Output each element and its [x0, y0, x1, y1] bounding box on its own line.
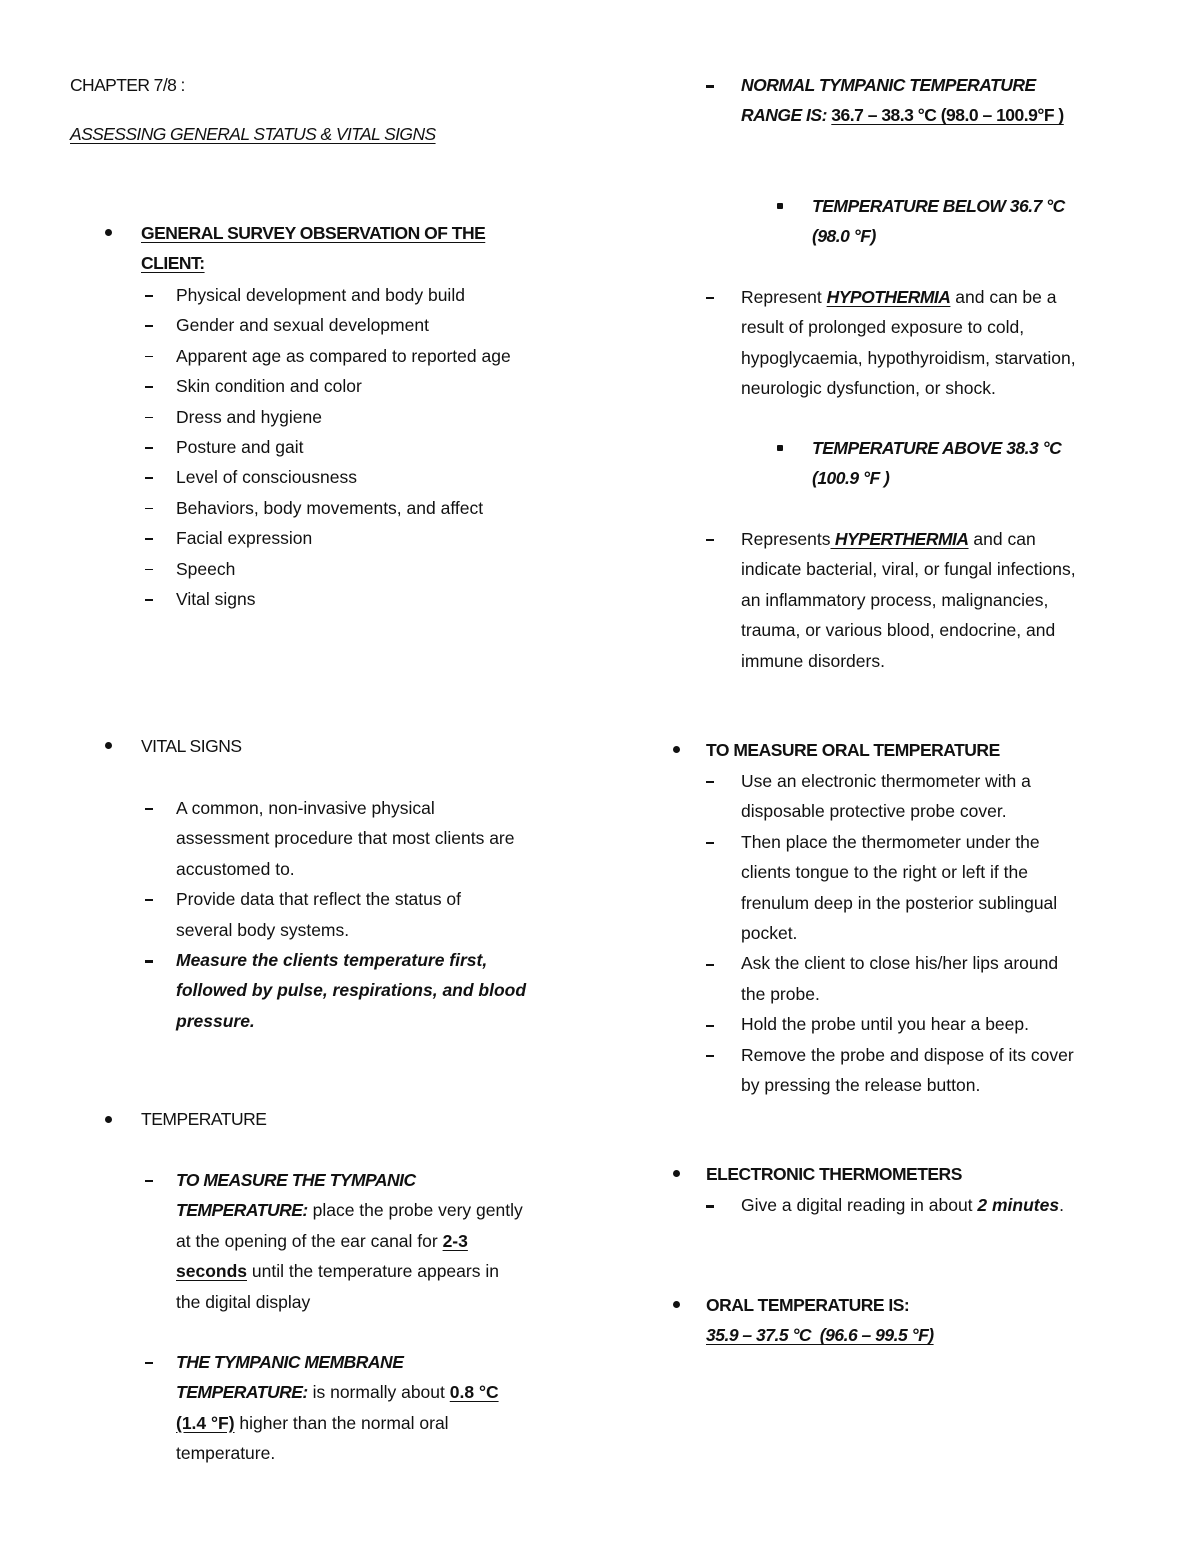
dash-icon: [145, 808, 153, 810]
dash-icon: [145, 447, 153, 449]
oral-step-2-cont: pocket.: [741, 923, 798, 944]
hypothermia-block: [706, 282, 1076, 404]
oral-step-3: Ask the client to close his/her lips around: [741, 953, 1059, 974]
bullet-icon: [105, 742, 112, 749]
chapter-subtitle: ASSESSING GENERAL STATUS & VITAL SIGNS: [70, 124, 436, 145]
list-item: Apparent age as compared to reported age: [141, 341, 511, 371]
list-item: Gender and sexual development: [141, 310, 511, 340]
below-heading-line: (98.0 °F): [812, 226, 876, 247]
tympanic-membrane-block: [141, 1347, 499, 1469]
oral-step-2-cont: clients tongue to the right or left if the: [741, 862, 1028, 883]
list-item: Vital signs: [141, 584, 511, 614]
hyperthermia-text: indicate bacterial, viral, or fungal infections,: [741, 559, 1076, 580]
hyperthermia-block: [706, 524, 1076, 676]
dash-icon: [145, 1180, 153, 1182]
dash-icon: [145, 417, 153, 419]
dash-icon: [145, 325, 153, 327]
list-item: Dress and hygiene: [141, 402, 511, 432]
membrane-label-cont: TEMPERATURE:: [176, 1382, 308, 1403]
list-item: Skin condition and color: [141, 371, 511, 401]
normal-range-value: 36.7 – 38.3 °C (98.0 – 100.9°F ): [831, 105, 1064, 126]
electronic-heading: ELECTRONIC THERMOMETERS: [706, 1164, 962, 1184]
electronic-block: [706, 1190, 1064, 1220]
vital-signs-item-1-cont: assessment procedure that most clients are: [176, 828, 515, 849]
dash-icon: [706, 781, 714, 783]
dash-icon: [706, 964, 714, 966]
dash-icon: [706, 1055, 714, 1057]
hypothermia-text: Represent: [741, 287, 827, 307]
document-header: [70, 70, 436, 150]
vital-signs-heading: VITAL SIGNS: [141, 736, 242, 756]
below-heading: [812, 191, 1065, 252]
tympanic-label: TO MEASURE THE TYMPANIC: [176, 1170, 416, 1190]
hypothermia-text: neurologic dysfunction, or shock.: [741, 378, 996, 399]
membrane-text: temperature.: [176, 1443, 276, 1464]
tympanic-text: at the opening of the ear canal for: [176, 1230, 443, 1251]
vital-signs-item-2: Provide data that reflect the status of: [176, 889, 462, 910]
vital-signs-item-3-cont: pressure.: [176, 1010, 255, 1031]
oral-step-4: Hold the probe until you hear a beep.: [741, 1014, 1029, 1035]
oral-range-heading: ORAL TEMPERATURE IS:: [706, 1295, 910, 1315]
bullet-icon: [673, 1170, 680, 1177]
hypothermia-text: result of prolonged exposure to cold,: [741, 317, 1025, 338]
general-survey-list: [141, 280, 511, 614]
vital-signs-item-1: A common, non-invasive physical: [176, 798, 435, 818]
dash-icon: [706, 1205, 714, 1208]
oral-measure-list: [706, 766, 1074, 1100]
membrane-text: higher than the normal oral: [234, 1412, 449, 1433]
dash-icon: [706, 539, 714, 541]
vital-signs-item-2-cont: several body systems.: [176, 919, 350, 940]
hypothermia-term: HYPOTHERMIA: [826, 287, 951, 307]
general-survey-heading: GENERAL SURVEY OBSERVATION OF THE: [141, 223, 486, 243]
list-item: Facial expression: [141, 523, 511, 553]
bullet-icon: [777, 203, 783, 209]
normal-range-label: NORMAL TYMPANIC TEMPERATURE: [741, 75, 1036, 95]
above-heading-line: TEMPERATURE ABOVE 38.3 °C: [812, 438, 1062, 458]
general-survey-section: [141, 218, 485, 279]
bullet-icon: [105, 229, 112, 236]
tympanic-duration-unit: seconds: [176, 1261, 247, 1282]
vital-signs-list: [141, 793, 526, 1036]
vital-signs-item-1-cont: accustomed to.: [176, 858, 295, 879]
hyperthermia-text: trauma, or various blood, endocrine, and: [741, 620, 1056, 641]
tympanic-label-cont: TEMPERATURE:: [176, 1200, 308, 1221]
normal-range-label-cont: RANGE IS:: [741, 105, 832, 126]
temperature-heading: TEMPERATURE: [141, 1109, 267, 1129]
electronic-text: Give a digital reading in about: [741, 1195, 978, 1215]
oral-step-5: Remove the probe and dispose of its cover: [741, 1044, 1074, 1065]
tympanic-duration: 2-3: [442, 1230, 468, 1251]
dash-icon: [145, 960, 153, 963]
hyperthermia-term: HYPERTHERMIA: [830, 529, 969, 549]
hyperthermia-text: Represents: [741, 529, 831, 549]
list-item: Behaviors, body movements, and affect: [141, 493, 511, 523]
normal-range-block: [706, 70, 1064, 131]
dash-icon: [145, 508, 153, 510]
below-heading-line: TEMPERATURE BELOW 36.7 °C: [812, 196, 1065, 216]
membrane-text: is normally about: [307, 1382, 450, 1403]
list-item: Physical development and body build: [141, 280, 511, 310]
oral-range-value: 35.9 – 37.5 °C (96.6 – 99.5 °F): [706, 1325, 934, 1346]
bullet-icon: [673, 746, 680, 753]
oral-step-5-cont: by pressing the release button.: [741, 1075, 981, 1096]
general-survey-heading-cont: CLIENT:: [141, 253, 205, 274]
hyperthermia-text: and can: [968, 529, 1036, 549]
oral-step-1-cont: disposable protective probe cover.: [741, 801, 1007, 822]
hypothermia-text: and can be a: [950, 287, 1057, 307]
dash-icon: [706, 842, 714, 844]
dash-icon: [145, 477, 153, 479]
dash-icon: [145, 295, 153, 297]
dash-icon: [145, 538, 153, 540]
tympanic-text: the digital display: [176, 1291, 311, 1312]
electronic-duration: 2 minutes: [977, 1195, 1060, 1215]
dash-icon: [145, 386, 153, 388]
oral-step-3-cont: the probe.: [741, 983, 820, 1004]
dash-icon: [145, 356, 153, 358]
hypothermia-text: hypoglycaemia, hypothyroidism, starvation,: [741, 347, 1076, 368]
oral-measure-heading: TO MEASURE ORAL TEMPERATURE: [706, 740, 1000, 760]
list-item: Posture and gait: [141, 432, 511, 462]
dash-icon: [145, 1362, 153, 1364]
vital-signs-item-3: Measure the clients temperature first,: [176, 950, 488, 971]
above-heading-line: (100.9 °F ): [812, 468, 890, 489]
dash-icon: [706, 1025, 714, 1027]
hyperthermia-text: immune disorders.: [741, 650, 885, 671]
dash-icon: [706, 297, 714, 299]
dash-icon: [145, 899, 153, 901]
electronic-text: .: [1059, 1195, 1064, 1215]
hyperthermia-text: an inflammatory process, malignancies,: [741, 589, 1049, 610]
bullet-icon: [673, 1301, 680, 1308]
dash-icon: [145, 569, 153, 571]
list-item: Speech: [141, 554, 511, 584]
above-heading: [812, 433, 1061, 494]
membrane-value-f: (1.4 °F): [176, 1412, 235, 1433]
oral-step-1: Use an electronic thermometer with a: [741, 771, 1031, 791]
dash-icon: [145, 599, 153, 601]
dash-icon: [706, 85, 714, 88]
membrane-label: THE TYMPANIC MEMBRANE: [176, 1352, 404, 1372]
membrane-value-c: 0.8 °C: [449, 1382, 499, 1403]
tympanic-measure-block: [141, 1165, 523, 1317]
tympanic-text: place the probe very gently: [307, 1200, 523, 1221]
vital-signs-item-3-cont: followed by pulse, respirations, and blood: [176, 980, 527, 1001]
tympanic-text: until the temperature appears in: [247, 1261, 499, 1282]
bullet-icon: [777, 445, 783, 451]
chapter-title: CHAPTER 7/8 :: [70, 75, 185, 95]
oral-range-block: [706, 1290, 934, 1351]
bullet-icon: [105, 1116, 112, 1123]
oral-step-2: Then place the thermometer under the: [741, 831, 1040, 852]
oral-step-2-cont: frenulum deep in the posterior sublingual: [741, 892, 1058, 913]
list-item: Level of consciousness: [141, 462, 511, 492]
